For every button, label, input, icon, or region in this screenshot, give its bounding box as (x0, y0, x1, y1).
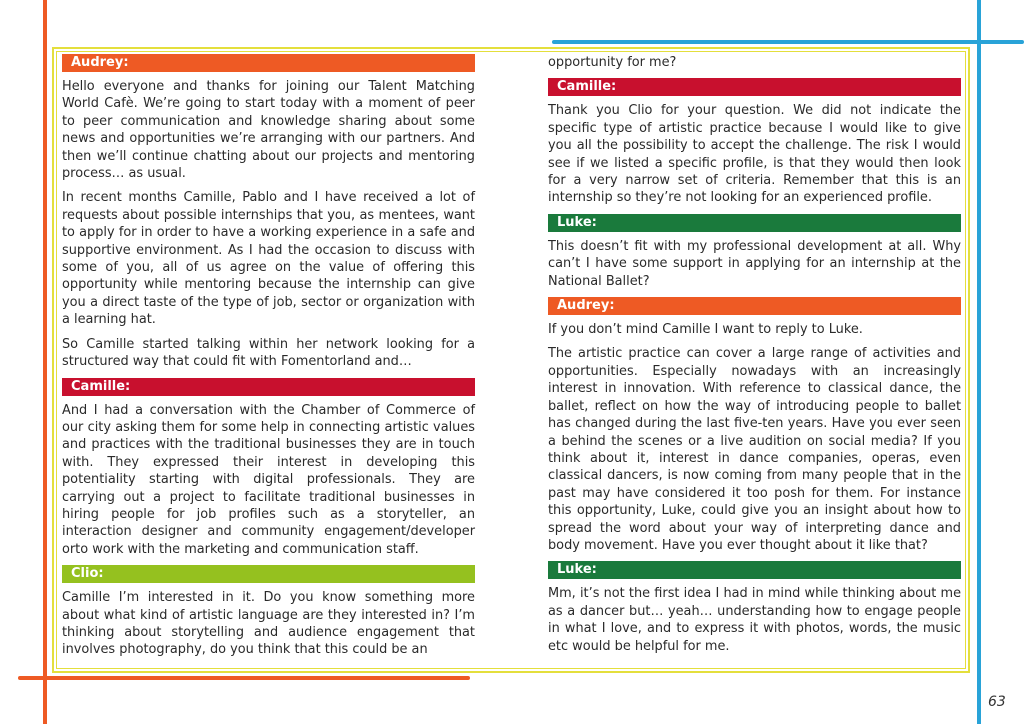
speaker-label-camille: Camille: (62, 378, 475, 396)
page-number: 63 (988, 694, 1006, 710)
dialogue-paragraph: If you don’t mind Camille I want to reply to Luke. (548, 322, 863, 338)
speaker-label-audrey: Audrey: (548, 297, 961, 315)
dialogue-paragraph: So Camille started talking within her network looking for a structured way that could fit with Fomentorland and… (62, 336, 475, 370)
continuation-text: opportunity for me? (548, 55, 677, 70)
dialogue-paragraph: The artistic practice can cover a large range of activities and opportunities. Especially nowadays with an increasingly interest in innovation. With reference to classical dance, the ballet, reflect on how the way of introducing people to ballet has changed during the last five-ten years. Have you ever seen a behind the scenes or a live audition on social media? If you think about it, interest in dance companies, operas, even classical dancers, is now coming from many people that in the past may have considered it too posh for them. For instance this opportunity, Luke, could give you an insight about how to spread the word about your way of interpreting dance and body movement. Have you ever thought about it like that? (548, 346, 961, 553)
orange-horizontal-line (18, 676, 470, 680)
speaker-label-camille: Camille: (548, 78, 961, 96)
dialogue-paragraph: This doesn’t fit with my professional development at all. Why can’t I have some support in applying for an internship at the National Ballet? (548, 238, 961, 289)
dialogue-paragraph: Thank you Clio for your question. We did not indicate the specific type of artistic practice because I would like to give you all the possibility to accept the challenge. The risk I would see if we listed a specific profile, is that they would then look for a very narrow set of criteria. Remember that this is an internship so they’re not looking for an experienced profile. (548, 103, 961, 206)
dialogue-paragraph: And I had a conversation with the Chamber of Commerce of our city asking them for some help in connecting artistic values and practices with the traditional businesses they are in touch with. They expressed their interest in developing this potentiality starting with digital professionals. They are carrying out a project to facilitate traditional businesses in hiring people for job profiles such as a storyteller, an interaction designer and community engagement/developer orto work with the marketing and communication staff. (62, 402, 475, 557)
left-column (62, 54, 475, 666)
speaker-label-luke: Luke: (548, 214, 961, 232)
speaker-label-luke: Luke: (548, 561, 961, 579)
dialogue-paragraph: Camille I’m interested in it. Do you know something more about what kind of artistic language are they interested in? I’m thinking about storytelling and audience engagement that involves photography, do you think that this could be an (62, 590, 475, 658)
blue-horizontal-line (552, 40, 1024, 44)
blue-vertical-line (977, 0, 981, 724)
dialogue-paragraph: Mm, it’s not the first idea I had in mind while thinking about me as a dancer but… yeah… understanding how to engage people in what I love, and to express it with photos, words, the music etc would be helpful for me. (548, 586, 961, 654)
dialogue-paragraph: In recent months Camille, Pablo and I have received a lot of requests about possible internships that you, as mentees, want to apply for in order to have a working experience in a safe and supportive environment. As I had the occasion to discuss with some of you, all of us agree on the value of offering this opportunity while mentoring because the internship can give you a direct taste of the type of job, sector or organization with a learning hat. (62, 190, 475, 328)
dialogue-paragraph: Hello everyone and thanks for joining our Talent Matching World Cafè. We’re going to start today with a moment of peer to peer communication and knowledge sharing about some news and opportunities we’re arranging with our partners. And then we’ll continue chatting about our projects and mentoring process… as usual. (62, 79, 475, 182)
speaker-label-clio: Clio: (62, 565, 475, 583)
right-column (548, 54, 961, 662)
orange-vertical-line (43, 0, 47, 724)
speaker-label-audrey: Audrey: (62, 54, 475, 72)
